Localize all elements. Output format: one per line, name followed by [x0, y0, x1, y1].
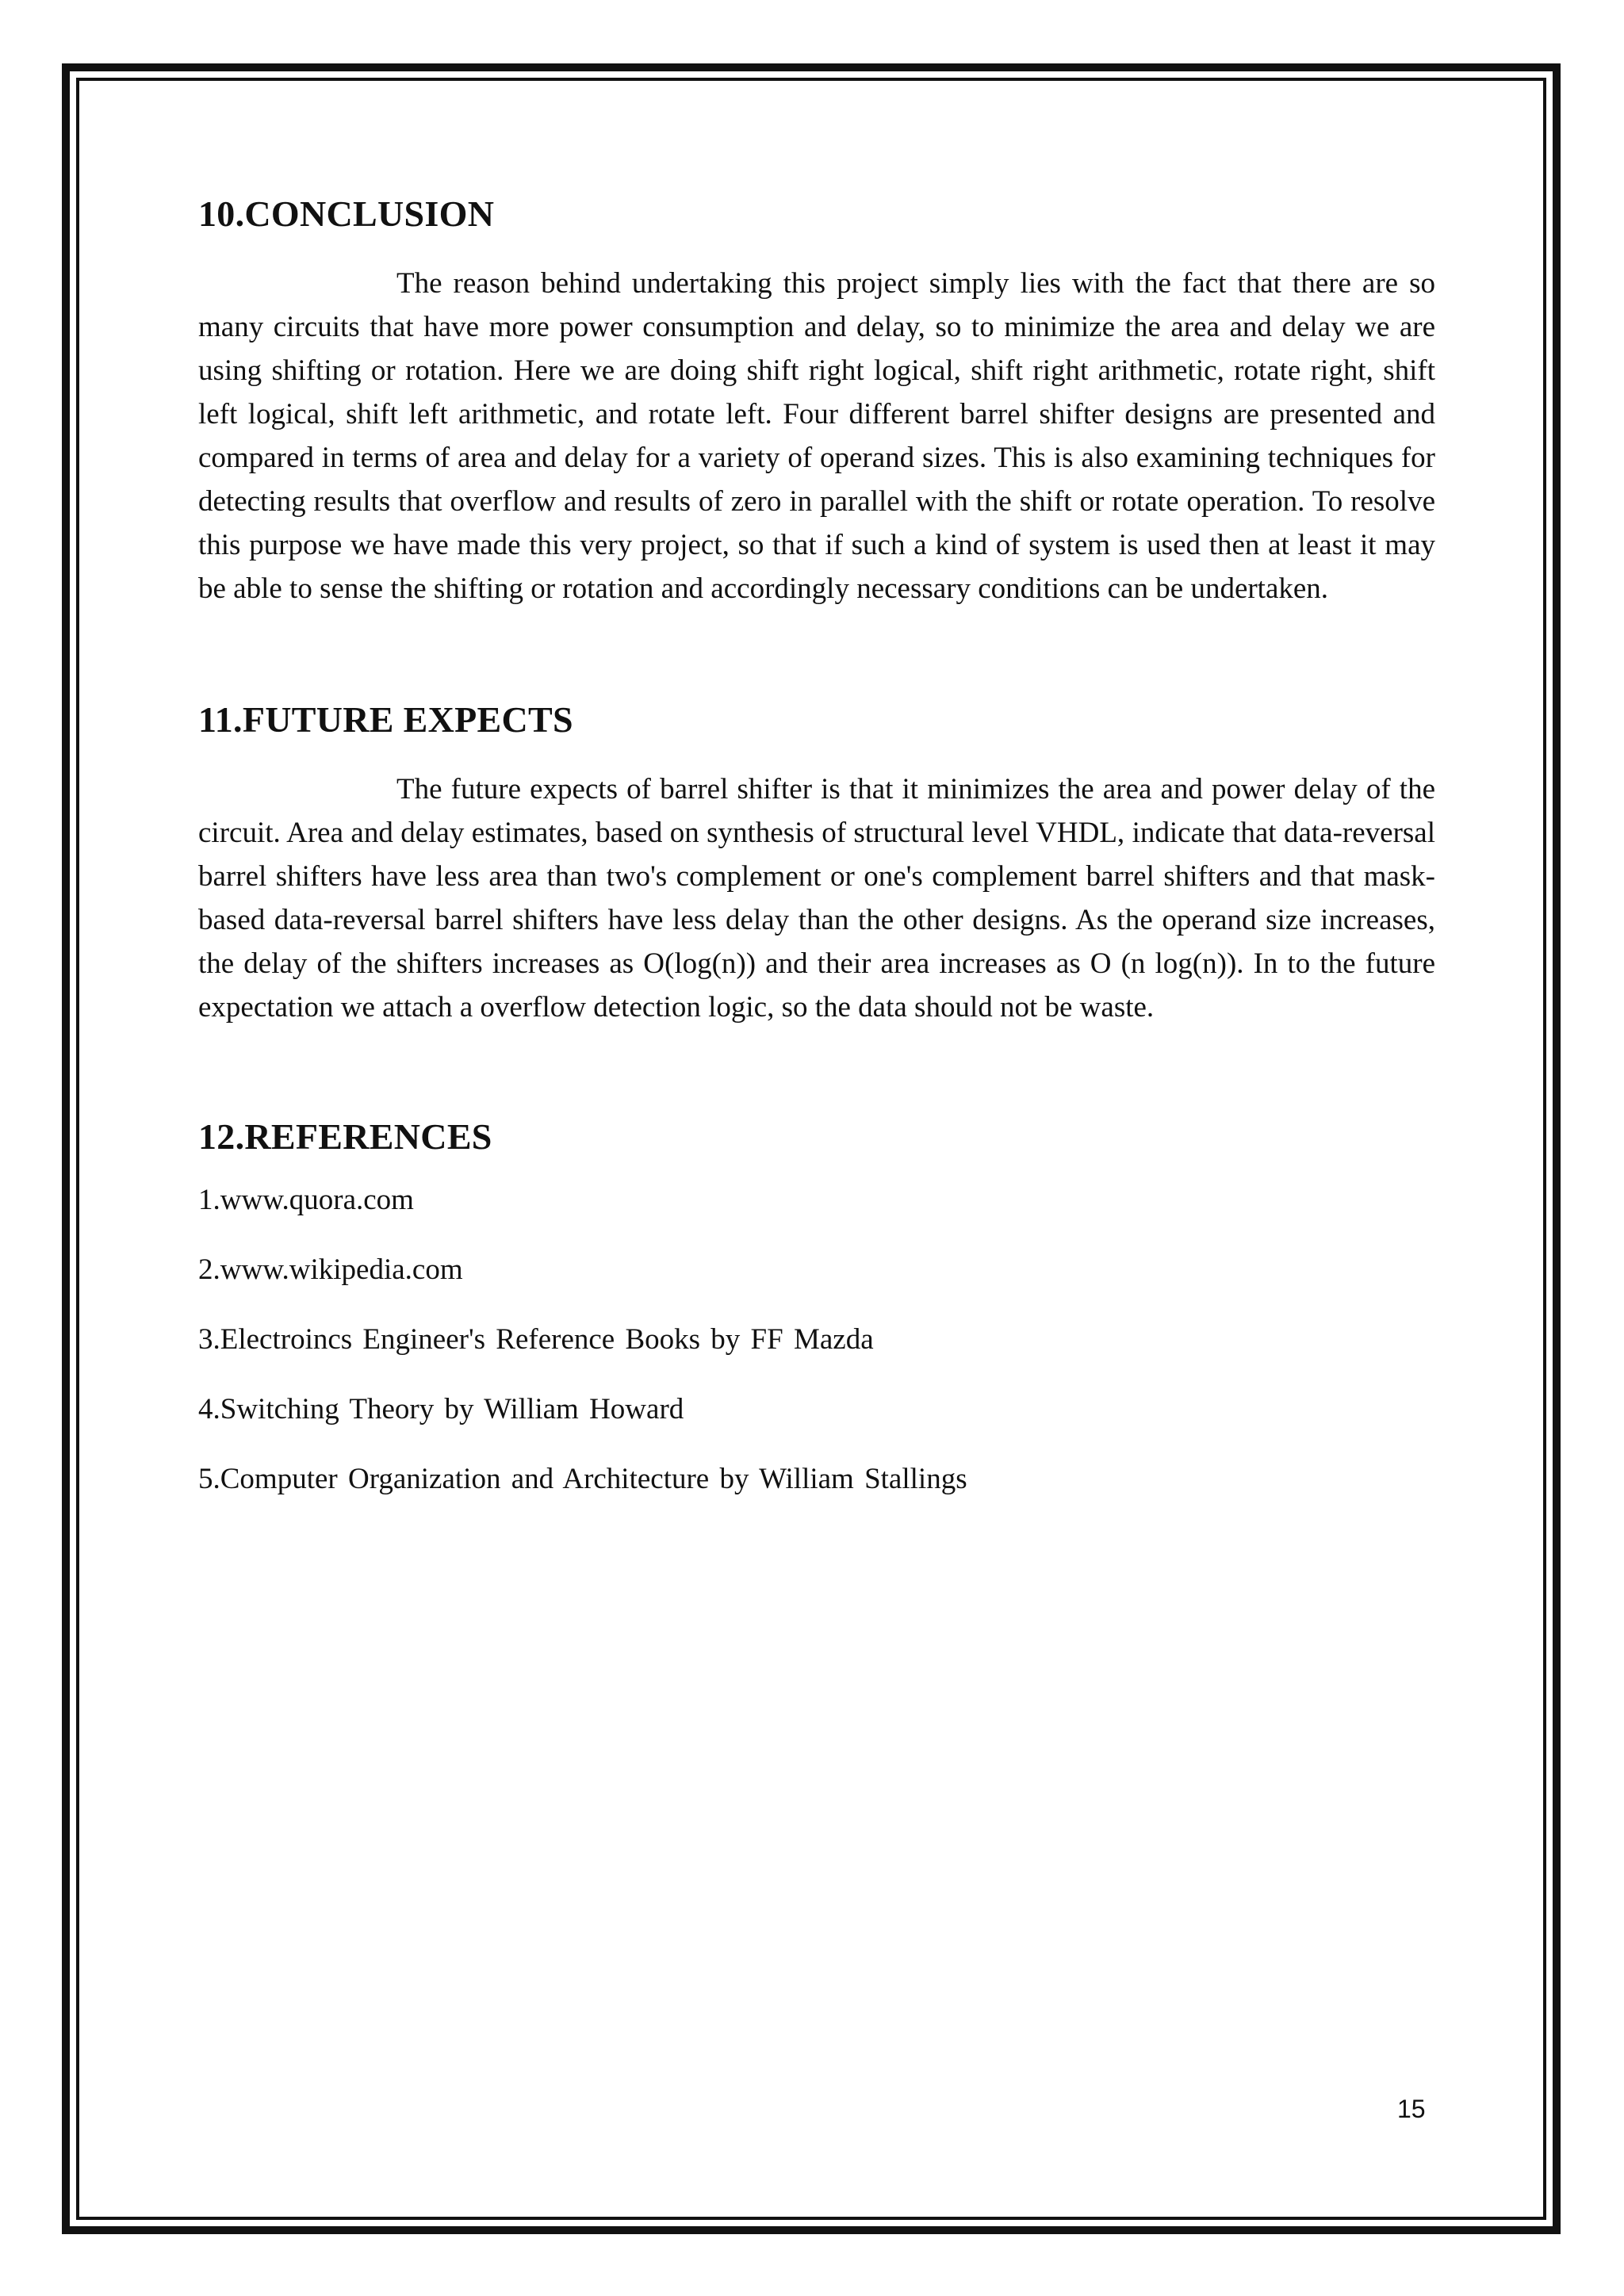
references-heading: 12.REFERENCES [198, 1116, 492, 1157]
future-expects-section [198, 696, 1435, 1029]
future-expects-heading: 11.FUTURE EXPECTS [198, 699, 573, 740]
conclusion-paragraph: The reason behind undertaking this project simply lies with the fact that there are so many circuits that have more power consumption and delay, so to minimize the area and delay we are using shifting or rotation. Here we are doing shift right logical, shift right arithmetic, rotate right, shift left logical, shift left arithmetic, and rotate left. Four different barrel shifter designs are presented and compared in terms of area and delay for a variety of operand sizes. This is also examining techniques for detecting results that overflow and results of zero in parallel with the shift or rotate operation. To resolve this purpose we have made this very project, so that if such a kind of system is used then at least it may be able to sense the shifting or rotation and accordingly necessary conditions can be undertaken. [198, 267, 1435, 605]
conclusion-section [198, 190, 1435, 610]
page-content [198, 190, 1435, 1532]
reference-item: 3.Electroincs Engineer's Reference Books by FF Mazda [198, 1323, 874, 1356]
reference-item: 4.Switching Theory by William Howard [198, 1393, 684, 1425]
references-section [198, 1113, 1435, 1497]
conclusion-heading: 10.CONCLUSION [198, 193, 495, 234]
reference-item: 5.Computer Organization and Architecture by William Stallings [198, 1463, 967, 1495]
page-number: 15 [1397, 2095, 1426, 2123]
future-expects-paragraph: The future expects of barrel shifter is that it minimizes the area and power delay of the circuit. Area and delay estimates, based on synthesis of structural level VHDL, indicate that data-reversal barrel shifters have less area than two's complement or one's complement barrel shifters and that mask-based data-reversal barrel shifters have less delay than the other designs. As the operand size increases, the delay of the shifters increases as O(log(n)) and their area increases as O (n log(n)). In to the future expectation we attach a overflow detection logic, so the data should not be waste. [198, 773, 1435, 1024]
reference-item: 1.www.quora.com [198, 1184, 414, 1216]
reference-item: 2.www.wikipedia.com [198, 1253, 463, 1286]
references-list [198, 1183, 1435, 1497]
